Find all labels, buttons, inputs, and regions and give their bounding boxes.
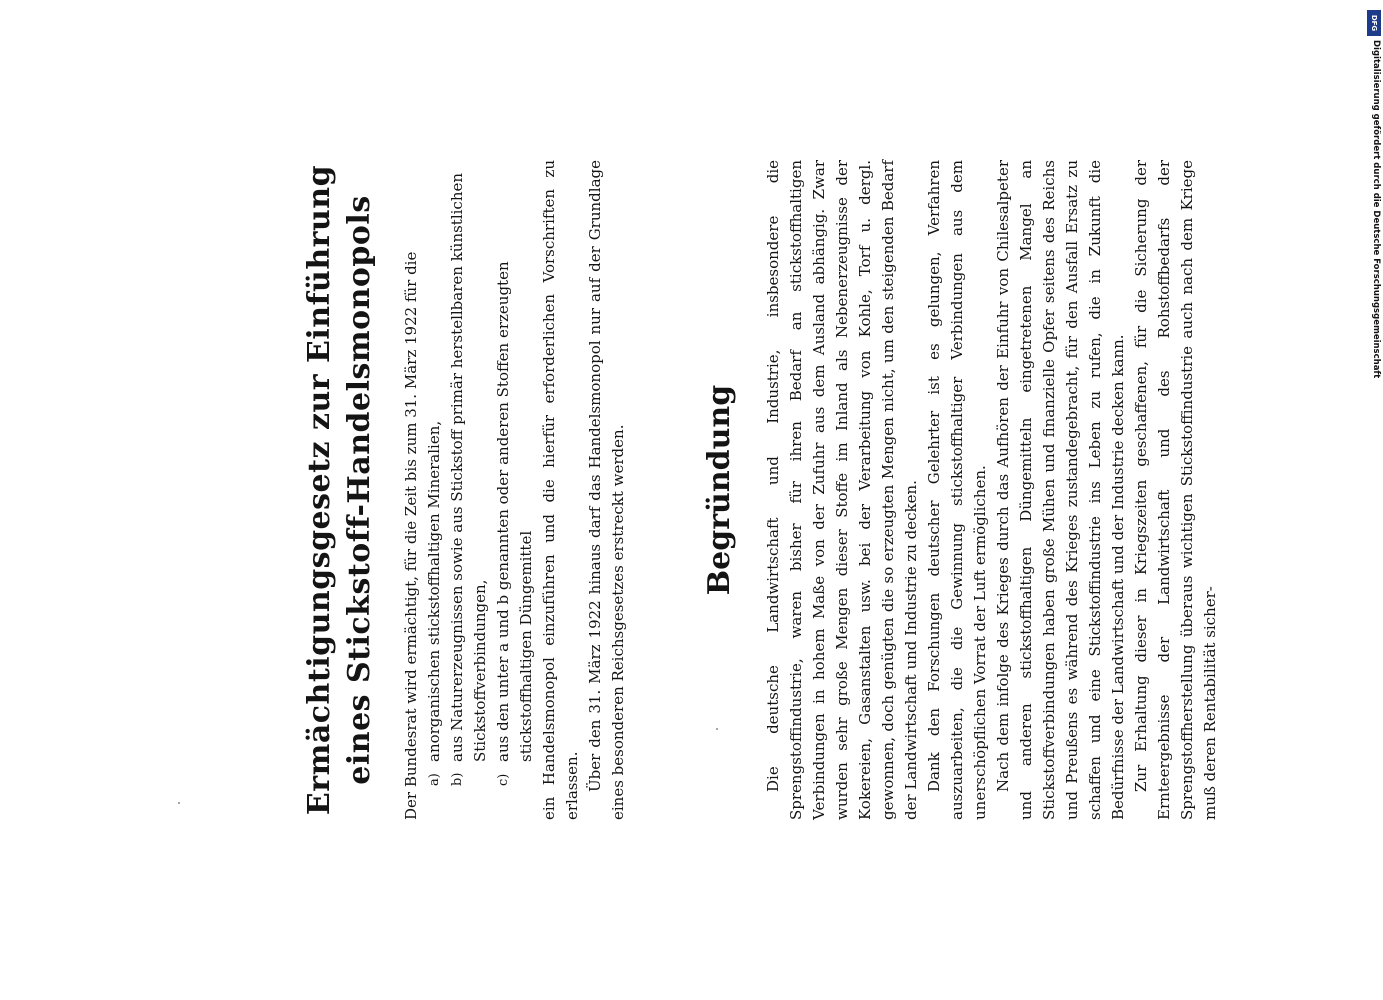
document-content: [300, 160, 1222, 820]
document-title: [300, 160, 380, 820]
title-line-2: eines Stickstoff-Handelsmonopols: [342, 195, 377, 785]
scan-speck: [716, 728, 718, 730]
reason-paragraph-3: Nach dem infolge des Krieges durch das Aufhören der Einfuhr von Chilesalpeter und anderen stickstoffhaltigen Düngemitteln eingetretenen Mangel an Stickstoffverbindungen haben große Mühen und finanzielle Opfer seitens des Reichs und Preußens es während des Krieges zustandegebracht, für den Ausfall Ersatz zu schaffen und eine Stickstoffindustrie ins Leben zu rufen, die in Zukunft die Bedürfnisse der Landwirtschaft und der Industrie decken kann.: [994, 160, 1127, 820]
title-line-1: Ermächtigungsgesetz zur Einführung: [302, 164, 337, 816]
credit-text: Digitalisierung gefördert durch die Deutsche Forschungsgemeinschaft: [1371, 40, 1381, 379]
dfg-logo: [1367, 10, 1381, 36]
rotated-document-page: [300, 160, 1230, 820]
law-item-c: [492, 160, 538, 786]
law-item-marker: a): [427, 773, 442, 786]
reason-paragraph-4: Zur Erhaltung dieser in Kriegszeiten geschaffenen, für die Sicherung der Ernteergebnisse der Landwirtschaft und des Rohstoffbedarfs der Sprengstoffherstellung überaus wichtigen Stickstoffindustrie auch nach dem Kriege muß deren Rentabilität sicher-: [1132, 160, 1219, 820]
law-item-marker: b): [450, 772, 465, 786]
law-item-marker: c): [496, 773, 511, 786]
law-item-b: [446, 160, 492, 786]
law-intro-text: Der Bundesrat wird ermächtigt, für die Zeit bis zum 31. März 1922 für die: [402, 251, 420, 820]
dfg-logo-label: DFG: [1370, 14, 1378, 32]
law-item-a: [423, 160, 446, 786]
section-heading-begruendung: Begründung: [702, 384, 737, 596]
digitization-credit: [1369, 10, 1381, 390]
law-item-text: aus Naturerzeugnissen sowie aus Stickstoff primär herstellbaren künstlichen Stickstoffverbindungen,: [448, 172, 489, 762]
law-continuation-text: ein Handelsmonopol einzuführen und die hierfür erforderlichen Vorschriften zu erlassen.: [540, 160, 581, 820]
law-item-text: aus den unter a und b genannten oder anderen Stoffen erzeugten stickstoffhaltigen Düngemittel: [494, 261, 535, 762]
law-item-list: [423, 160, 538, 820]
reason-paragraph-2: Dank den Forschungen deutscher Gelehrter ist es gelungen, Verfahren auszuarbeiten, die die Gewinnung stickstoffhaltiger Verbindungen aus dem unerschöpflichen Vorrat der Luft ermöglichen.: [925, 160, 989, 820]
law-item-text: anorganischen stickstoffhaltigen Mineralien,: [425, 420, 443, 762]
scan-speck: [178, 802, 180, 804]
reason-paragraph-1: Die deutsche Landwirtschaft und Industrie, insbesondere die Sprengstoffindustrie, waren bisher für ihren Bedarf an stickstoffhaltigen Verbindungen in hohem Maße von der Zufuhr aus dem Ausland abhängig. Zwar wurden sehr große Mengen dieser Stoffe im Inland als Nebenerzeugnisse der Kokereien, Gasanstalten usw. bei der Verarbeitung von Kohle, Torf u. dergl. gewonnen, doch genügten die so erzeugten Mengen nicht, um den steigenden Bedarf der Landwirtschaft und Industrie zu decken.: [764, 160, 920, 820]
law-final-paragraph: Über den 31. März 1922 hinaus darf das Handelsmonopol nur auf der Grundlage eines besonderen Reichsgesetzes erstreckt werden.: [586, 160, 627, 820]
